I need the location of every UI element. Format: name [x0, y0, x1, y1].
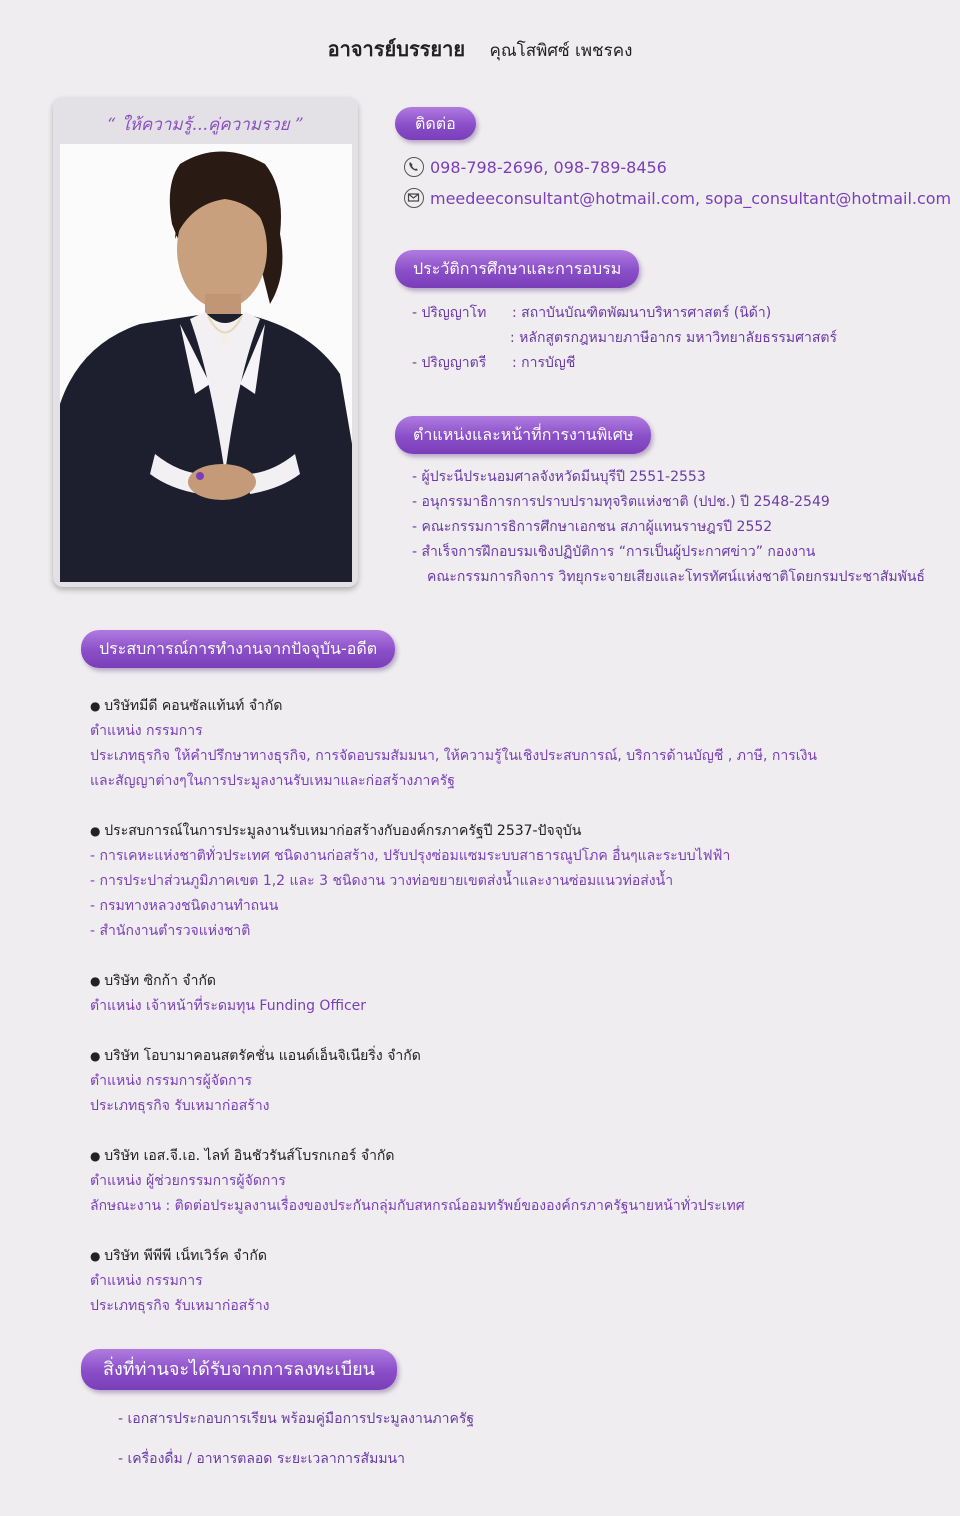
experience-block	[90, 969, 366, 1019]
experience-block	[90, 1244, 270, 1319]
portrait-photo	[60, 144, 352, 582]
company-detail: ประเภทธุรกิจ รับเหมาก่อสร้าง	[90, 1098, 270, 1114]
page-title	[0, 33, 960, 65]
list-item: - สำเร็จการฝึกอบรมเชิงปฏิบัติการ “การเป็นผู้ประกาศข่าว” กองงาน	[412, 544, 816, 560]
email-line	[404, 188, 951, 208]
education-list	[412, 301, 837, 376]
company-detail: ตำแหน่ง กรรมการผู้จัดการ	[90, 1073, 253, 1089]
company-name: ● บริษัท ซิกก้า จำกัด	[90, 969, 366, 994]
company-detail: - สำนักงานตำรวจแห่งชาติ	[90, 923, 251, 939]
company-name: ● บริษัทมีดี คอนซัลแท้นท์ จำกัด	[90, 694, 817, 719]
phone-text[interactable]: 098-798-2696, 098-789-8456	[430, 158, 667, 177]
benefits-heading: สิ่งที่ท่านจะได้รับจากการลงทะเบียน	[81, 1349, 397, 1390]
company-detail: - การประปาส่วนภูมิภาคเขต 1,2 และ 3 ชนิดงาน วางท่อขยายเขตส่งน้ำและงานซ่อมแนวท่อส่งน้ำ	[90, 873, 674, 889]
contact-heading: ติดต่อ	[395, 107, 476, 140]
company-detail: ตำแหน่ง กรรมการ	[90, 1273, 203, 1289]
email-text[interactable]: meedeeconsultant@hotmail.com, sopa_consultant@hotmail.com	[430, 189, 952, 208]
title-role: อาจารย์บรรยาย	[327, 37, 466, 61]
mail-icon	[404, 188, 424, 208]
company-detail: ตำแหน่ง ผู้ช่วยกรรมการผู้จัดการ	[90, 1173, 286, 1189]
company-detail: ตำแหน่ง กรรมการ	[90, 723, 203, 739]
company-name: ● ประสบการณ์ในการประมูลงานรับเหมาก่อสร้างกับองค์กรภาครัฐปี 2537-ปัจจุบัน	[90, 819, 730, 844]
list-item: - คณะกรรมการธิการศึกษาเอกชน สภาผู้แทนราษฎรปี 2552	[412, 519, 773, 535]
education-row: - ปริญญาตรี : การบัญชี	[412, 355, 576, 371]
phone-icon	[404, 157, 424, 177]
benefit-item: - เครื่องดื่ม / อาหารตลอด ระยะเวลาการสัมมนา	[118, 1451, 405, 1467]
company-name: ● บริษัท โอบามาคอนสตรัคชั่น แอนด์เอ็นจิเนียริ่ง จำกัด	[90, 1044, 421, 1069]
positions-list	[412, 465, 925, 590]
title-name: คุณโสพิศซ์ เพชรคง	[489, 41, 633, 61]
experience-block	[90, 819, 730, 944]
benefit-item: - เอกสารประกอบการเรียน พร้อมคู่มือการประมูลงานภาครัฐ	[118, 1411, 475, 1427]
company-detail: ตำแหน่ง เจ้าหน้าที่ระดมทุน Funding Officer	[90, 998, 367, 1014]
list-item: - ผู้ประนีประนอมศาลจังหวัดมีนบุรีปี 2551-2553	[412, 469, 706, 485]
list-item: - อนุกรรมาธิการการปราบปรามทุจริตแห่งชาติ (ปปช.) ปี 2548-2549	[412, 494, 830, 510]
positions-heading: ตำแหน่งและหน้าที่การงานพิเศษ	[395, 416, 651, 454]
company-detail: ประเภทธุรกิจ รับเหมาก่อสร้าง	[90, 1298, 270, 1314]
company-name: ● บริษัท เอส.จี.เอ. ไลท์ อินชัวรันส์โบรกเกอร์ จำกัด	[90, 1144, 745, 1169]
company-detail: และสัญญาต่างๆในการประมูลงานรับเหมาและก่อสร้างภาครัฐ	[90, 773, 455, 789]
quote-text: “ ให้ความรู้...คู่ความรวย ”	[107, 115, 304, 135]
experience-heading: ประสบการณ์การทำงานจากปัจจุบัน-อดีต	[81, 630, 395, 668]
experience-block	[90, 1144, 745, 1219]
phone-line	[404, 157, 667, 177]
company-name: ● บริษัท พีพีพี เน็ทเวิร์ค จำกัด	[90, 1244, 270, 1269]
list-item: คณะกรรมการกิจการ วิทยุกระจายเสียงและโทรทัศน์แห่งชาติโดยกรมประชาสัมพันธ์	[427, 569, 925, 585]
company-detail: ลักษณะงาน : ติดต่อประมูลงานเรื่องของประกันกลุ่มกับสหกรณ์ออมทรัพย์ขององค์กรภาครัฐนายหน้าทั่วประเทศ	[90, 1198, 745, 1214]
company-detail: - การเคหะแห่งชาติทั่วประเทศ ชนิดงานก่อสร้าง, ปรับปรุงซ่อมแซมระบบสาธารณูปโภค อื่นๆและระบบไฟฟ้า	[90, 848, 731, 864]
education-row: - ปริญญาโท : สถาบันบัณฑิตพัฒนาบริหารศาสตร์ (นิด้า)	[412, 305, 772, 321]
education-heading: ประวัติการศึกษาและการอบรม	[395, 250, 639, 288]
experience-block	[90, 1044, 421, 1119]
company-detail: - กรมทางหลวงชนิดงานทำถนน	[90, 898, 279, 914]
experience-block	[90, 694, 817, 794]
education-row: : หลักสูตรกฎหมายภาษีอากร มหาวิทยาลัยธรรมศาสตร์	[510, 330, 838, 346]
company-detail: ประเภทธุรกิจ ให้คำปรึกษาทางธุรกิจ, การจัดอบรมสัมมนา, ให้ความรู้ในเชิงประสบการณ์, บริการด้านบัญชี , ภาษี, การเงิน	[90, 748, 817, 764]
